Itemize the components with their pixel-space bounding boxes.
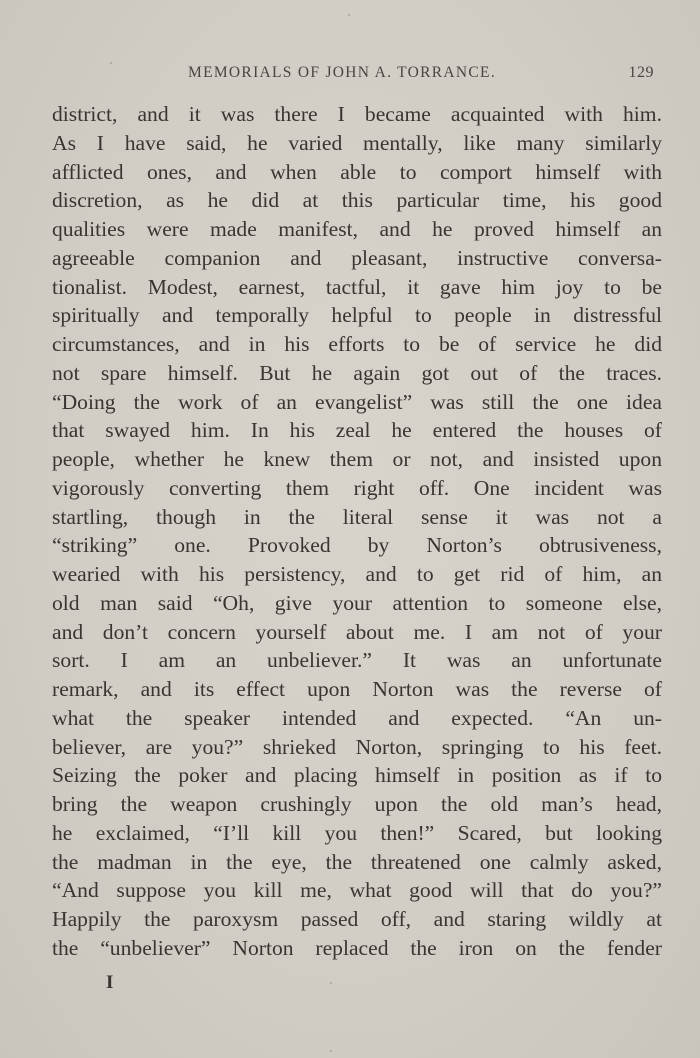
text-line: bring the weapon crushingly upon the old man’s head, [52,792,662,816]
text-line: Seizing the poker and placing himself in position as if to [52,763,662,788]
text-line: he exclaimed, “I’ll kill you then!” Scared, but looking [52,820,662,845]
text-line: agreeable companion and pleasant, instructive conversa- [52,245,662,270]
text-line: circumstances, and in his efforts to be of service he did [52,332,662,356]
paper-speck [348,14,350,16]
text-line: sort. I am an unbeliever.” It was an unfortunate [52,648,662,673]
page-number: 129 [628,64,654,81]
body-text [52,100,662,963]
text-line: spiritually and temporally helpful to people in distressful [52,303,662,328]
paper-speck [330,982,332,984]
running-title: MEMORIALS OF JOHN A. TORRANCE. [188,64,496,81]
text-line: believer, are you?” shrieked Norton, springing to his feet. [52,734,662,759]
text-line: “Doing the work of an evangelist” was still the one idea [52,389,662,414]
text-line: old man said “Oh, give your attention to someone else, [52,590,662,615]
text-line: startling, though in the literal sense it was not a [52,504,662,529]
paper-speck [330,1050,332,1052]
text-line: “striking” one. Provoked by Norton’s obtrusiveness, [52,533,662,558]
text-line: qualities were made manifest, and he proved himself an [52,217,662,241]
text-line: what the speaker intended and expected. “An un- [52,705,662,730]
paper-speck [110,62,112,64]
text-line: As I have said, he varied mentally, like many similarly [52,130,662,155]
text-line: afflicted ones, and when able to comport himself with [52,159,662,184]
text-line: that swayed him. In his zeal he entered the houses of [52,418,662,443]
text-line: “And suppose you kill me, what good will that do you?” [52,878,662,903]
running-head [52,64,658,84]
text-line: remark, and its effect upon Norton was the reverse of [52,677,662,701]
text-line: wearied with his persistency, and to get rid of him, an [52,562,662,586]
text-line: the “unbeliever” Norton replaced the iron on the fender [52,935,662,960]
text-line: not spare himself. But he again got out of the traces. [52,360,662,385]
text-line: tionalist. Modest, earnest, tactful, it gave him joy to be [52,274,662,299]
text-line: Happily the paroxysm passed off, and staring wildly at [52,907,662,931]
text-line: people, whether he knew them or not, and insisted upon [52,447,662,471]
text-line: vigorously converting them right off. One incident was [52,475,662,500]
text-line: discretion, as he did at this particular time, his good [52,188,662,213]
signature-mark: I [106,972,114,993]
text-line: the madman in the eye, the threatened one calmly asked, [52,849,662,874]
text-line: district, and it was there I became acquainted with him. [52,102,662,126]
text-line: and don’t concern yourself about me. I am not of your [52,619,662,644]
